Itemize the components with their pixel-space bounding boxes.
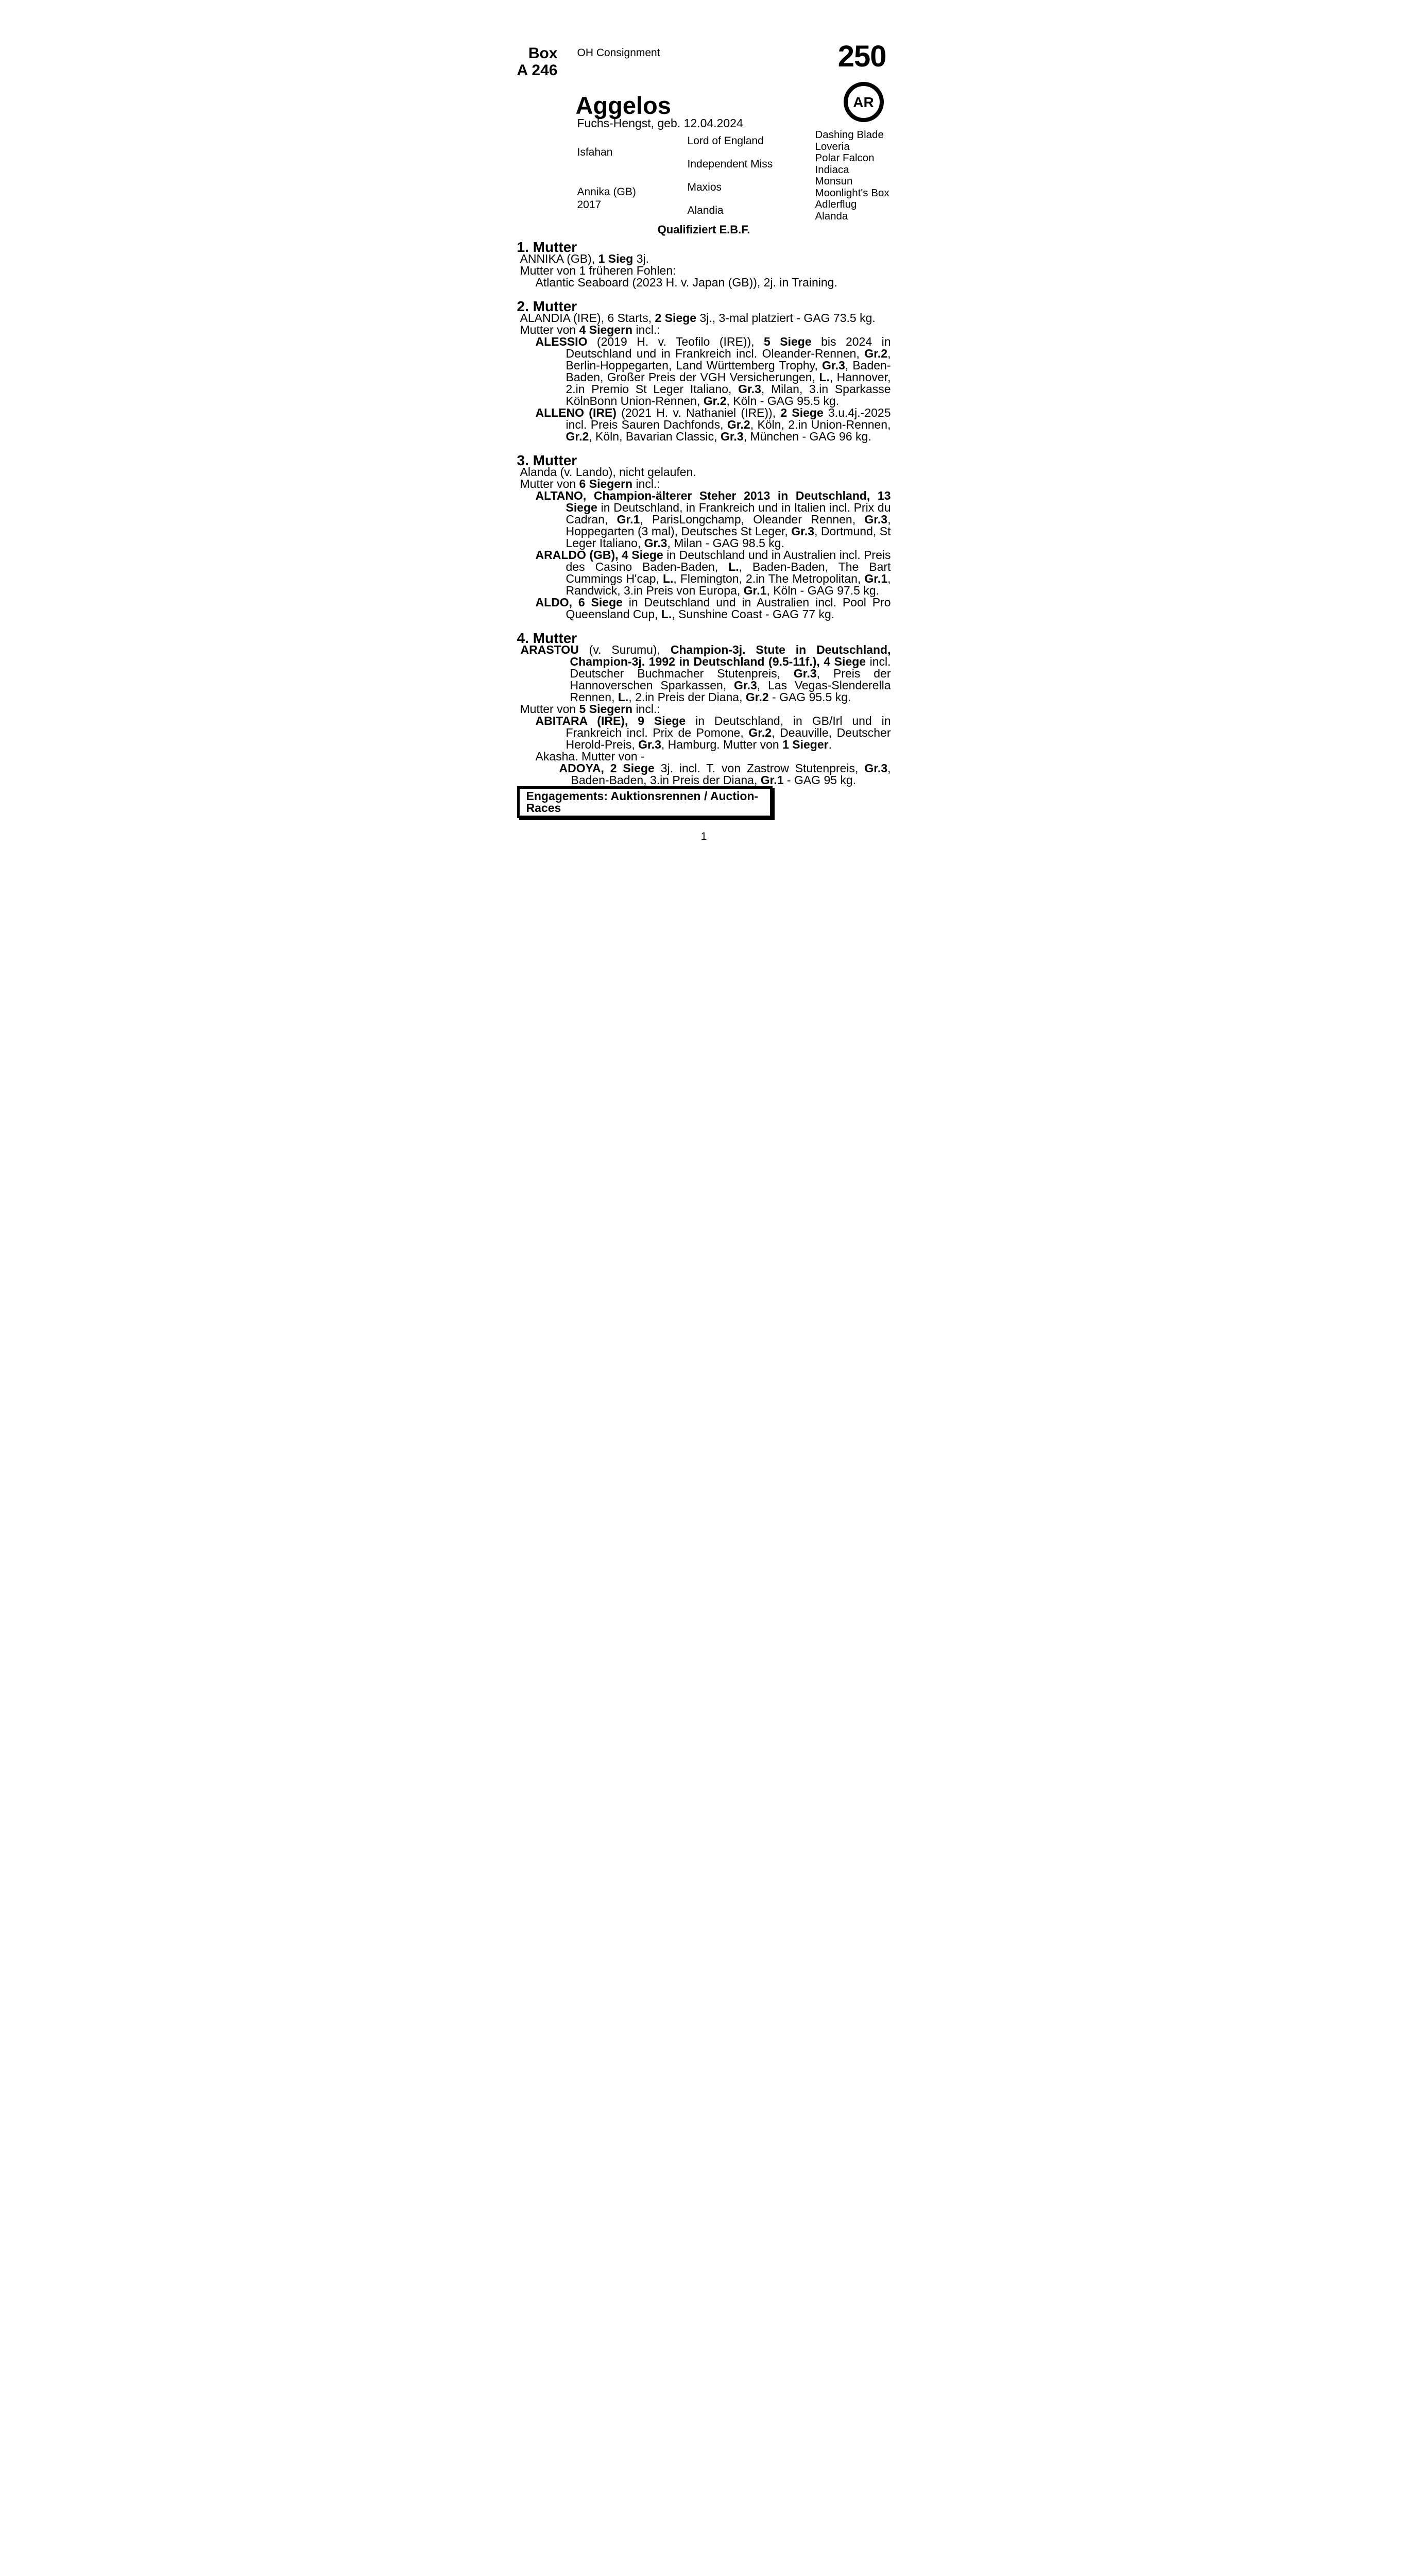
dam-record-line: ANNIKA (GB), 1 Sieg 3j. (520, 252, 649, 265)
engagements-box (517, 786, 773, 818)
horse-entry-alleno: ALLENO (IRE) (2021 H. v. Nathaniel (IRE)), 2 Siege 3.u.4j.-2025 incl. Preis Sauren Dachfonds, Gr.2, Köln, 2.in Union-Rennen, Gr.2, Köln, Bavarian Classic, Gr.3, München - GAG 96 kg. (535, 406, 891, 443)
pedigree-sire-dam-sire: Polar Falcon (815, 152, 875, 164)
pedigree-dam-year: 2017 (577, 198, 602, 211)
section-3-mutter (517, 454, 891, 620)
section-4-mutter (517, 632, 891, 786)
pedigree-dam-sire-sire: Monsun (815, 175, 853, 188)
consignor-name: OH Consignment (577, 47, 660, 59)
section-heading: 1. Mutter (517, 239, 577, 255)
box-label-block (516, 45, 558, 79)
horse-description: Fuchs-Hengst, geb. 12.04.2024 (577, 116, 743, 130)
pedigree-dam-dam-sire: Adlerflug (815, 198, 857, 211)
produce-entry: Atlantic Seaboard (2023 H. v. Japan (GB)), 2j. in Training. (535, 276, 837, 289)
box-number: A 246 (517, 62, 558, 79)
horse-entry-alessio: ALESSIO (2019 H. v. Teofilo (IRE)), 5 Siege bis 2024 in Deutschland und in Frankreich incl. Oleander-Rennen, Gr.2, Berlin-Hoppegarten, Land Württemberg Trophy, Gr.3, Baden-Baden, Großer Preis der VGH Versicherungen, L., Hannover, 2.in Premio St Leger Italiano, Gr.3, Milan, 3.in Sparkasse KölnBonn Union-Rennen, Gr.2, Köln - GAG 95.5 kg. (535, 335, 891, 408)
horse-entry-abitara: ABITARA (IRE), 9 Siege in Deutschland, in GB/Irl und in Frankreich incl. Prix de Pomone, Gr.2, Deauville, Deutscher Herold-Preis, Gr.3, Hamburg. Mutter von 1 Sieger. (535, 714, 891, 751)
ar-logo-text: AR (853, 94, 874, 110)
section-2-mutter (517, 300, 891, 443)
dam-record-line: ALANDIA (IRE), 6 Starts, 2 Siege 3j., 3-mal platziert - GAG 73.5 kg. (520, 311, 876, 325)
section-heading: 4. Mutter (517, 630, 577, 646)
catalog-page (468, 0, 936, 859)
horse-entry-aldo: ALDO, 6 Siege in Deutschland und in Australien incl. Pool Pro Queensland Cup, L., Sunshine Coast - GAG 77 kg. (535, 596, 891, 621)
produce-intro-line: Mutter von 1 früheren Fohlen: (520, 264, 676, 277)
pedigree-sire-dam-dam: Indiaca (815, 163, 849, 176)
pedigree-text (517, 241, 891, 842)
produce-intro-line: Mutter von 4 Siegern incl.: (520, 323, 660, 336)
pedigree-dam-sire-dam: Moonlight's Box (815, 187, 889, 199)
pedigree-table (577, 129, 891, 222)
pedigree-sire-sire-dam: Loveria (815, 140, 850, 152)
produce-intro-line: Mutter von 5 Siegern incl.: (520, 702, 660, 716)
produce-intro-line: Mutter von 6 Siegern incl.: (520, 477, 660, 490)
pedigree-dam (577, 176, 688, 222)
section-heading: 3. Mutter (517, 452, 577, 468)
page-number: 1 (700, 831, 707, 842)
pedigree-dam-dam-dam: Alanda (815, 210, 848, 222)
section-heading: 2. Mutter (517, 298, 577, 314)
pedigree-sire-sire-sire: Dashing Blade (815, 129, 884, 141)
horse-entry-arastou: ARASTOU (v. Surumu), Champion-3j. Stute in Deutschland, Champion-3j. 1992 in Deutschland (9.5-11f.), 4 Siege incl. Deutscher Buchmacher Stutenpreis, Gr.3, Preis der Hannoverschen Sparkassen, Gr.3, Las Vegas-Slenderella Rennen, L., 2.in Preis der Diana, Gr.2 - GAG 95.5 kg. (520, 643, 891, 704)
qualification-note: Qualifiziert E.B.F. (657, 223, 750, 236)
horse-entry-akasha: Akasha. Mutter von - (535, 750, 645, 763)
engagements-label: Engagements: Auktionsrennen / Auction-Races (526, 789, 759, 815)
pedigree-sire-dam: Independent Miss (687, 158, 773, 170)
pedigree-sire-sire: Lord of England (687, 134, 764, 147)
horse-entry-adoya: ADOYA, 2 Siege 3j. incl. T. von Zastrow Stutenpreis, Gr.3, Baden-Baden, 3.in Preis der Diana, Gr.1 - GAG 95 kg. (559, 761, 891, 787)
pedigree-dam-name: Annika (GB) (577, 185, 636, 198)
box-label: Box (528, 45, 558, 62)
section-1-mutter (517, 241, 891, 289)
horse-name: Aggelos (575, 92, 671, 119)
pedigree-dam-dam: Alandia (687, 204, 724, 216)
pedigree-dam-sire: Maxios (687, 181, 722, 193)
pedigree-sire: Isfahan (577, 146, 613, 158)
lot-number: 250 (837, 40, 886, 73)
dam-record-line: Alanda (v. Lando), nicht gelaufen. (520, 465, 696, 479)
ar-breeder-logo-icon (844, 82, 884, 122)
horse-entry-altano: ALTANO, Champion-älterer Steher 2013 in Deutschland, 13 Siege in Deutschland, in Frankreich und in Italien incl. Prix du Cadran, Gr.1, ParisLongchamp, Oleander Rennen, Gr.3, Hoppegarten (3 mal), Deutsches St Leger, Gr.3, Dortmund, St Leger Italiano, Gr.3, Milan - GAG 98.5 kg. (535, 489, 891, 550)
horse-entry-araldo: ARALDO (GB), 4 Siege in Deutschland und in Australien incl. Preis des Casino Baden-Baden, L., Baden-Baden, The Bart Cummings H'cap, L., Flemington, 2.in The Metropolitan, Gr.1, Randwick, 3.in Preis von Europa, Gr.1, Köln - GAG 97.5 kg. (535, 548, 891, 597)
